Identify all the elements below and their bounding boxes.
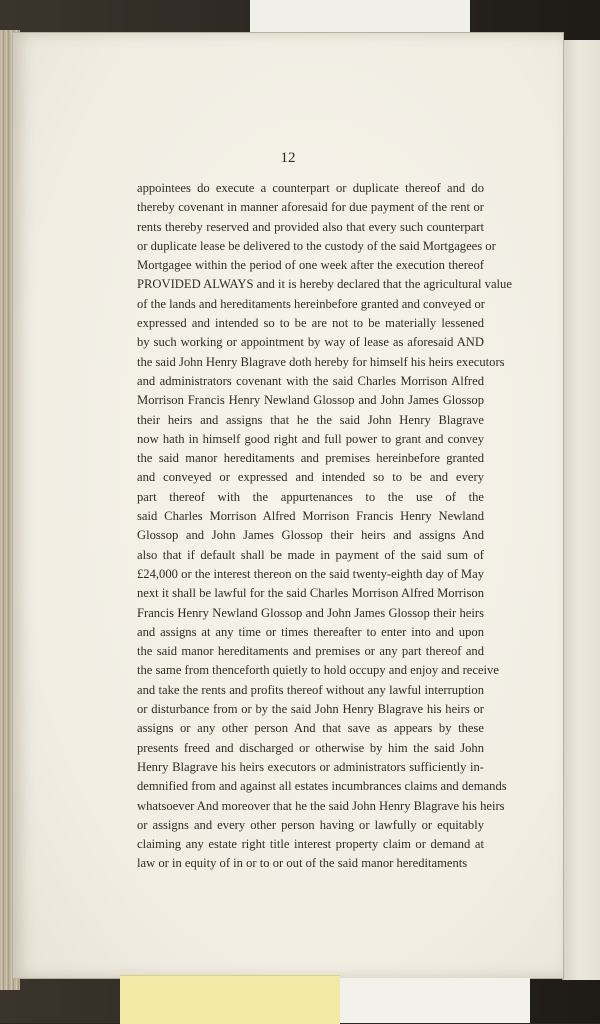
text-line: assigns or any other person And that save as appears by these <box>137 721 484 736</box>
text-line: PROVIDED ALWAYS and it is hereby declared that the agricultural value <box>137 277 512 292</box>
text-line: or assigns and every other person having or lawfully or equitably <box>137 817 484 832</box>
text-line: and conveyed or expressed and intended so to be and every <box>137 470 484 485</box>
text-line: or duplicate lease be delivered to the custody of the said Mortgagees or <box>137 238 496 253</box>
text-line: Francis Henry Newland Glossop and John James Glossop their heirs <box>137 605 484 620</box>
text-line: £24,000 or the interest thereon on the said twenty-eighth day of May <box>137 566 484 581</box>
text-line: by such working or appointment by way of lease as aforesaid AND <box>137 335 484 350</box>
text-line: law or in equity of in or to or out of the said manor hereditaments <box>137 856 468 871</box>
body-text <box>137 179 512 874</box>
text-line: demnified from and against all estates incumbrances claims and demands <box>137 779 507 794</box>
bottom-paper-strip <box>340 978 530 1023</box>
text-line: part thereof with the appurtenances to the use of the <box>137 489 484 504</box>
text-line: or disturbance from or by the said John Henry Blagrave his heirs or <box>137 702 484 717</box>
text-line: of the lands and hereditaments hereinbefore granted and conveyed or <box>137 296 485 311</box>
text-line: appointees do execute a counterpart or duplicate thereof and do <box>137 181 484 195</box>
text-line: presents freed and discharged or otherwise by him the said John <box>137 740 484 755</box>
page-number: 12 <box>280 150 296 166</box>
text-line: and take the rents and profits thereof without any lawful interruption <box>137 682 484 697</box>
text-line: the said John Henry Blagrave doth hereby for himself his heirs executors <box>137 354 505 369</box>
text-line: rents thereby reserved and provided also that every such counterpart <box>137 219 484 234</box>
text-line: whatsoever And moreover that he the said John Henry Blagrave his heirs <box>137 798 505 813</box>
text-line: Mortgagee within the period of one week after the execution thereof <box>137 258 484 273</box>
text-line: and administrators covenant with the said Charles Morrison Alfred <box>137 373 484 388</box>
document-page <box>12 32 564 979</box>
text-line: also that if default shall be made in payment of the said sum of <box>137 547 484 562</box>
text-line: claiming any estate right title interest property claim or demand at <box>137 837 484 852</box>
yellow-tab <box>120 975 340 1024</box>
text-line: and assigns at any time or times thereafter to enter into and upon <box>137 624 484 639</box>
text-line: thereby covenant in manner aforesaid for due payment of the rent or <box>137 200 484 215</box>
text-line: the said manor hereditaments and premises hereinbefore granted <box>137 451 484 466</box>
text-line: now hath in himself good right and full power to grant and convey <box>137 431 484 446</box>
text-line: said Charles Morrison Alfred Morrison Francis Henry Newland <box>137 509 484 524</box>
text-line: Glossop and John James Glossop their heirs and assigns And <box>137 528 484 543</box>
text-line: Henry Blagrave his heirs executors or administrators sufficiently in- <box>137 759 484 774</box>
text-line: next it shall be lawful for the said Charles Morrison Alfred Morrison <box>137 586 484 601</box>
facing-page-edge <box>562 40 600 980</box>
text-line: Morrison Francis Henry Newland Glossop and John James Glossop <box>137 393 484 408</box>
text-line: expressed and intended so to be are not to be materially lessened <box>137 316 484 331</box>
text-line: the same from thenceforth quietly to hold occupy and enjoy and receive <box>137 663 499 678</box>
text-line: the said manor hereditaments and premises or any part thereof and <box>137 644 484 659</box>
text-line: their heirs and assigns that he the said John Henry Blagrave <box>137 412 484 427</box>
